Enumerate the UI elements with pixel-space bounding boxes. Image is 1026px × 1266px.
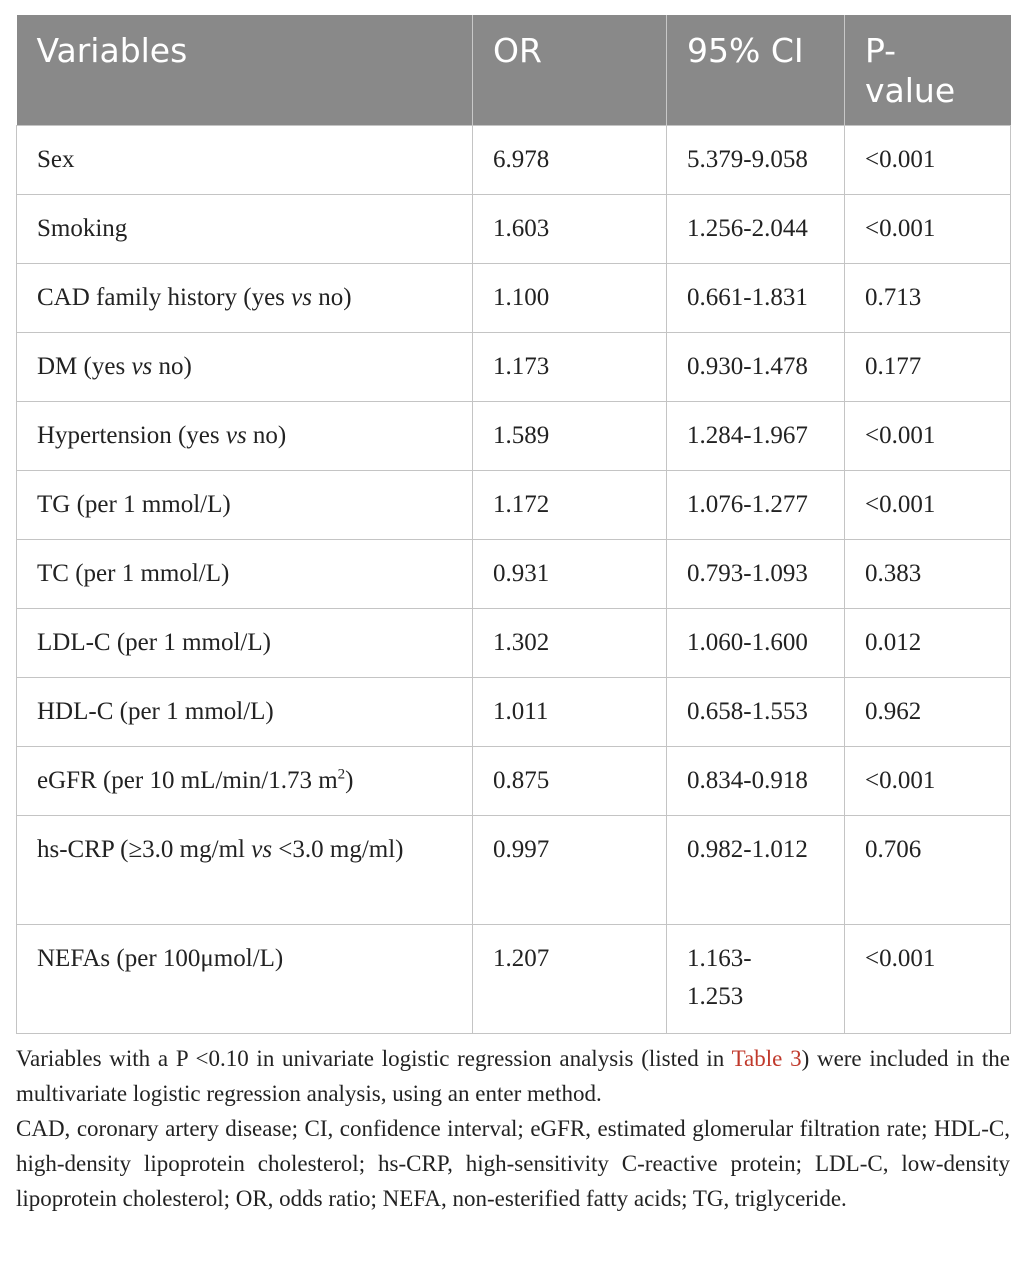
cell-or: 0.931: [473, 540, 667, 609]
cell-variable: [17, 264, 473, 333]
cell-ci: 1.060-1.600: [667, 609, 845, 678]
cell-p: <0.001: [845, 471, 1011, 540]
cell-variable: Sex: [17, 126, 473, 195]
variable-text: DM (yes: [37, 353, 132, 380]
cell-or: 1.603: [473, 195, 667, 264]
variable-text: Hypertension (yes: [37, 422, 226, 449]
vs-text: vs: [225, 422, 247, 449]
cell-or: 1.173: [473, 333, 667, 402]
table-row: [17, 925, 1011, 1034]
cell-ci: 0.661-1.831: [667, 264, 845, 333]
header-p-value: P- value: [845, 15, 1011, 126]
vs-text: vs: [251, 836, 273, 863]
superscript: 2: [337, 766, 346, 783]
table-3-link[interactable]: Table 3: [731, 1046, 802, 1071]
table-row: [17, 195, 1011, 264]
cell-p: 0.713: [845, 264, 1011, 333]
cell-p: <0.001: [845, 925, 1011, 1034]
cell-ci: 1.256-2.044: [667, 195, 845, 264]
cell-variable: [17, 402, 473, 471]
table-footnotes: [16, 1041, 1010, 1216]
cell-ci: 0.658-1.553: [667, 678, 845, 747]
cell-or: 0.875: [473, 747, 667, 816]
table-row: [17, 471, 1011, 540]
cell-variable: NEFAs (per 100μmol/L): [17, 925, 473, 1034]
cell-variable: TG (per 1 mmol/L): [17, 471, 473, 540]
cell-or: 6.978: [473, 126, 667, 195]
cell-p: 0.962: [845, 678, 1011, 747]
cell-ci: 0.793-1.093: [667, 540, 845, 609]
cell-p: <0.001: [845, 126, 1011, 195]
cell-variable: [17, 747, 473, 816]
variable-text: eGFR (per 10 mL/min/1.73 m: [37, 767, 338, 794]
header-or: OR: [473, 15, 667, 126]
regression-table: [16, 15, 1011, 1034]
cell-or: 1.207: [473, 925, 667, 1034]
cell-or: 0.997: [473, 816, 667, 925]
cell-ci: 1.284-1.967: [667, 402, 845, 471]
variable-text-end: no): [152, 353, 192, 380]
header-ci: 95% CI: [667, 15, 845, 126]
cell-variable: TC (per 1 mmol/L): [17, 540, 473, 609]
table-row: [17, 747, 1011, 816]
header-variables: Variables: [17, 15, 473, 126]
footnote-text: Variables with a P <0.10 in univariate logistic regression analysis (listed in: [16, 1046, 732, 1071]
cell-p: 0.706: [845, 816, 1011, 925]
cell-or: 1.011: [473, 678, 667, 747]
cell-or: 1.100: [473, 264, 667, 333]
table-row: [17, 126, 1011, 195]
cell-p: 0.012: [845, 609, 1011, 678]
table-row: [17, 678, 1011, 747]
cell-ci: 0.982-1.012: [667, 816, 845, 925]
vs-text: vs: [291, 284, 312, 311]
cell-p: 0.177: [845, 333, 1011, 402]
cell-ci: 1.076-1.277: [667, 471, 845, 540]
vs-text: vs: [131, 353, 153, 380]
cell-or: 1.172: [473, 471, 667, 540]
footnote-abbreviations: CAD, coronary artery disease; CI, confidence interval; eGFR, estimated glomerular filtration rate; HDL-C, high-density lipoprotein cholesterol; hs-CRP, high-sensitivity C-reactive protein; LDL-C, low-density lipoprotein cholesterol; OR, odds ratio; NEFA, non-esterified fatty acids; TG, triglyceride.: [16, 1116, 1010, 1211]
table-header-row: [17, 15, 1011, 126]
cell-variable: [17, 816, 473, 925]
cell-p: <0.001: [845, 402, 1011, 471]
variable-text: hs-CRP (≥3.0 mg/ml: [37, 836, 252, 863]
cell-ci: 0.930-1.478: [667, 333, 845, 402]
cell-ci: 0.834-0.918: [667, 747, 845, 816]
cell-p: <0.001: [845, 747, 1011, 816]
cell-variable: Smoking: [17, 195, 473, 264]
cell-variable: LDL-C (per 1 mmol/L): [17, 609, 473, 678]
table-row: [17, 540, 1011, 609]
table-row: [17, 264, 1011, 333]
cell-variable: HDL-C (per 1 mmol/L): [17, 678, 473, 747]
regression-table-container: [16, 15, 1010, 1034]
cell-or: 1.589: [473, 402, 667, 471]
cell-p: <0.001: [845, 195, 1011, 264]
variable-text: CAD family history (yes: [37, 284, 292, 311]
variable-text-end: no): [246, 422, 287, 449]
table-row: [17, 333, 1011, 402]
cell-p: 0.383: [845, 540, 1011, 609]
cell-ci: 1.163-1.253: [667, 925, 845, 1034]
cell-variable: [17, 333, 473, 402]
table-row: [17, 816, 1011, 925]
footnote-text-end: ) were included in the multivariate logistic regression analysis, using an enter method.: [16, 1046, 1010, 1106]
table-row: [17, 609, 1011, 678]
footnote-method: [16, 1041, 1010, 1111]
table-row: [17, 402, 1011, 471]
cell-or: 1.302: [473, 609, 667, 678]
variable-text-end: ): [345, 767, 354, 794]
variable-text-end: <3.0 mg/ml): [272, 836, 404, 863]
cell-ci: 5.379-9.058: [667, 126, 845, 195]
variable-text-end: no): [311, 284, 352, 311]
